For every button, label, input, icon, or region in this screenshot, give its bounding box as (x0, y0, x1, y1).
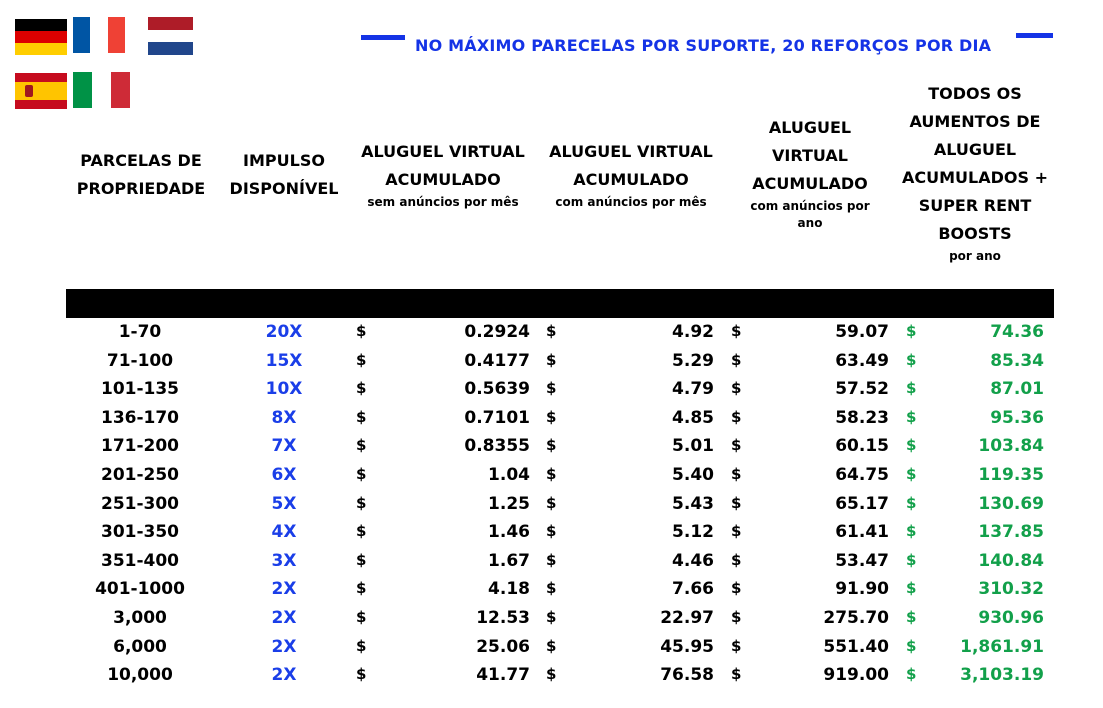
dollar-sign: $ (546, 464, 557, 483)
cell-com-anuncios-ano: 275.70 (823, 607, 889, 628)
dollar-sign: $ (906, 579, 917, 598)
cell-parcelas: 171-200 (100, 436, 180, 457)
cell-sem-anuncios-mes: 1.25 (488, 493, 530, 514)
cell-total-boosts: 119.35 (978, 464, 1044, 485)
dollar-sign: $ (356, 636, 367, 655)
cell-impulso: 20X (265, 322, 303, 342)
cell-parcelas: 10,000 (107, 665, 173, 686)
dollar-sign: $ (546, 550, 557, 569)
table-row (66, 432, 1054, 461)
cell-sem-anuncios-mes: 1.46 (488, 522, 530, 543)
cell-sem-anuncios-mes: 0.7101 (464, 407, 530, 428)
cell-impulso: 8X (271, 407, 297, 428)
dollar-sign: $ (906, 550, 917, 569)
header-sem-anuncios-mes: ALUGUEL VIRTUAL ACUMULADO sem anúncios por mês (361, 142, 525, 209)
cell-com-anuncios-mes: 5.29 (672, 350, 714, 371)
dollar-sign: $ (906, 522, 917, 541)
table-row (66, 347, 1054, 376)
table-row (66, 633, 1054, 662)
dollar-sign: $ (906, 636, 917, 655)
dollar-sign: $ (731, 550, 742, 569)
cell-com-anuncios-ano: 61.41 (835, 522, 889, 543)
cell-total-boosts: 310.32 (978, 579, 1044, 600)
cell-com-anuncios-mes: 4.92 (672, 322, 714, 342)
cell-total-boosts: 930.96 (978, 607, 1044, 628)
rent-table (66, 318, 1054, 690)
cell-sem-anuncios-mes: 25.06 (476, 636, 530, 657)
cell-com-anuncios-mes: 4.46 (672, 550, 714, 571)
cell-com-anuncios-mes: 5.01 (672, 436, 714, 457)
cell-com-anuncios-mes: 45.95 (660, 636, 714, 657)
cell-com-anuncios-mes: 5.12 (672, 522, 714, 543)
dollar-sign: $ (356, 550, 367, 569)
table-row (66, 404, 1054, 433)
cell-parcelas: 136-170 (100, 407, 180, 428)
dollar-sign: $ (356, 522, 367, 541)
dollar-sign: $ (731, 379, 742, 398)
cell-parcelas: 3,000 (113, 607, 167, 628)
cell-parcelas: 301-350 (100, 522, 180, 543)
cell-sem-anuncios-mes: 0.4177 (464, 350, 530, 371)
cell-total-boosts: 74.36 (990, 322, 1044, 342)
cell-com-anuncios-ano: 59.07 (835, 322, 889, 342)
dollar-sign: $ (356, 322, 367, 340)
cell-sem-anuncios-mes: 1.67 (488, 550, 530, 571)
cell-total-boosts: 103.84 (978, 436, 1044, 457)
cell-parcelas: 251-300 (100, 493, 180, 514)
cell-total-boosts: 140.84 (978, 550, 1044, 571)
cell-parcelas: 71-100 (106, 350, 174, 371)
dollar-sign: $ (546, 379, 557, 398)
dollar-sign: $ (906, 350, 917, 369)
cell-com-anuncios-mes: 4.85 (672, 407, 714, 428)
dollar-sign: $ (906, 379, 917, 398)
dollar-sign: $ (731, 436, 742, 455)
cell-parcelas: 351-400 (100, 550, 180, 571)
cell-impulso: 2X (271, 636, 297, 657)
table-row (66, 661, 1054, 690)
spain-coat-of-arms-icon (25, 85, 33, 97)
cell-com-anuncios-ano: 919.00 (823, 665, 889, 686)
germany-flag-icon[interactable] (15, 19, 67, 55)
table-row (66, 547, 1054, 576)
cell-total-boosts: 85.34 (990, 350, 1044, 371)
table-row (66, 575, 1054, 604)
cell-com-anuncios-mes: 7.66 (672, 579, 714, 600)
cell-total-boosts: 3,103.19 (960, 665, 1044, 686)
cell-impulso: 4X (271, 522, 297, 543)
header-com-anuncios-ano: ALUGUEL VIRTUAL ACUMULADO com anúncios por ano (750, 118, 870, 230)
banner-line-right (1016, 33, 1053, 38)
spain-flag-icon[interactable] (15, 73, 67, 109)
cell-sem-anuncios-mes: 1.04 (488, 464, 530, 485)
dollar-sign: $ (731, 493, 742, 512)
banner-line-left (361, 35, 405, 40)
cell-sem-anuncios-mes: 12.53 (476, 607, 530, 628)
cell-total-boosts: 87.01 (990, 379, 1044, 400)
cell-impulso: 2X (271, 665, 297, 686)
cell-com-anuncios-mes: 4.79 (672, 379, 714, 400)
dollar-sign: $ (731, 579, 742, 598)
cell-impulso: 5X (271, 493, 297, 514)
dollar-sign: $ (356, 407, 367, 426)
dollar-sign: $ (906, 407, 917, 426)
table-row (66, 518, 1054, 547)
dollar-sign: $ (546, 607, 557, 626)
dollar-sign: $ (906, 464, 917, 483)
table-row (66, 461, 1054, 490)
banner-text: NO MÁXIMO PARECELAS POR SUPORTE, 20 REFORÇOS POR DIA (415, 36, 992, 55)
cell-parcelas: 1-70 (118, 322, 162, 342)
cell-impulso: 15X (265, 350, 303, 371)
cell-total-boosts: 1,861.91 (960, 636, 1044, 657)
cell-parcelas: 201-250 (100, 464, 180, 485)
cell-total-boosts: 95.36 (990, 407, 1044, 428)
cell-impulso: 2X (271, 579, 297, 600)
cell-com-anuncios-ano: 64.75 (835, 464, 889, 485)
cell-com-anuncios-ano: 57.52 (835, 379, 889, 400)
dollar-sign: $ (546, 579, 557, 598)
dollar-sign: $ (356, 493, 367, 512)
dollar-sign: $ (906, 493, 917, 512)
table-header-bar (66, 289, 1054, 318)
dollar-sign: $ (731, 350, 742, 369)
cell-total-boosts: 130.69 (978, 493, 1044, 514)
cell-com-anuncios-mes: 22.97 (660, 607, 714, 628)
cell-com-anuncios-ano: 91.90 (835, 579, 889, 600)
dollar-sign: $ (731, 407, 742, 426)
dollar-sign: $ (731, 636, 742, 655)
cell-com-anuncios-ano: 53.47 (835, 550, 889, 571)
dollar-sign: $ (356, 464, 367, 483)
table-row (66, 318, 1054, 347)
dollar-sign: $ (356, 579, 367, 598)
cell-com-anuncios-ano: 58.23 (835, 407, 889, 428)
header-parcelas: PARCELAS DE PROPRIEDADE (76, 151, 206, 198)
cell-impulso: 2X (271, 607, 297, 628)
dollar-sign: $ (546, 436, 557, 455)
cell-sem-anuncios-mes: 0.2924 (464, 322, 530, 342)
dollar-sign: $ (546, 636, 557, 655)
dollar-sign: $ (546, 493, 557, 512)
cell-parcelas: 101-135 (100, 379, 180, 400)
cell-com-anuncios-mes: 5.40 (672, 464, 714, 485)
cell-sem-anuncios-mes: 41.77 (476, 665, 530, 686)
netherlands-flag-icon[interactable] (148, 17, 193, 55)
cell-parcelas: 6,000 (113, 636, 167, 657)
dollar-sign: $ (731, 607, 742, 626)
italy-flag-icon[interactable] (73, 72, 130, 108)
dollar-sign: $ (356, 350, 367, 369)
cell-impulso: 3X (271, 550, 297, 571)
cell-com-anuncios-ano: 60.15 (835, 436, 889, 457)
cell-sem-anuncios-mes: 4.18 (488, 579, 530, 600)
cell-impulso: 7X (271, 436, 297, 457)
cell-impulso: 10X (265, 379, 303, 400)
cell-sem-anuncios-mes: 0.5639 (464, 379, 530, 400)
cell-total-boosts: 137.85 (978, 522, 1044, 543)
cell-parcelas: 401-1000 (95, 579, 185, 600)
dollar-sign: $ (546, 665, 557, 684)
dollar-sign: $ (906, 607, 917, 626)
dollar-sign: $ (356, 665, 367, 684)
cell-com-anuncios-ano: 63.49 (835, 350, 889, 371)
cell-impulso: 6X (271, 464, 297, 485)
dollar-sign: $ (731, 322, 742, 340)
dollar-sign: $ (906, 436, 917, 455)
dollar-sign: $ (546, 322, 557, 340)
dollar-sign: $ (731, 464, 742, 483)
cell-sem-anuncios-mes: 0.8355 (464, 436, 530, 457)
dollar-sign: $ (356, 436, 367, 455)
dollar-sign: $ (356, 607, 367, 626)
france-flag-icon[interactable] (73, 17, 125, 53)
dollar-sign: $ (546, 407, 557, 426)
table-row (66, 490, 1054, 519)
dollar-sign: $ (546, 350, 557, 369)
dollar-sign: $ (731, 665, 742, 684)
cell-com-anuncios-mes: 5.43 (672, 493, 714, 514)
cell-com-anuncios-mes: 76.58 (660, 665, 714, 686)
dollar-sign: $ (546, 522, 557, 541)
cell-com-anuncios-ano: 551.40 (823, 636, 889, 657)
table-row (66, 604, 1054, 633)
dollar-sign: $ (906, 322, 917, 340)
header-total-boosts: TODOS OS AUMENTOS DE ALUGUEL ACUMULADOS + SUPER RENT BOOSTS por ano (902, 84, 1048, 263)
dollar-sign: $ (906, 665, 917, 684)
cell-com-anuncios-ano: 65.17 (835, 493, 889, 514)
header-impulso: IMPULSO DISPONÍVEL (229, 151, 339, 198)
dollar-sign: $ (356, 379, 367, 398)
table-row (66, 375, 1054, 404)
dollar-sign: $ (731, 522, 742, 541)
header-com-anuncios-mes: ALUGUEL VIRTUAL ACUMULADO com anúncios por mês (549, 142, 713, 209)
